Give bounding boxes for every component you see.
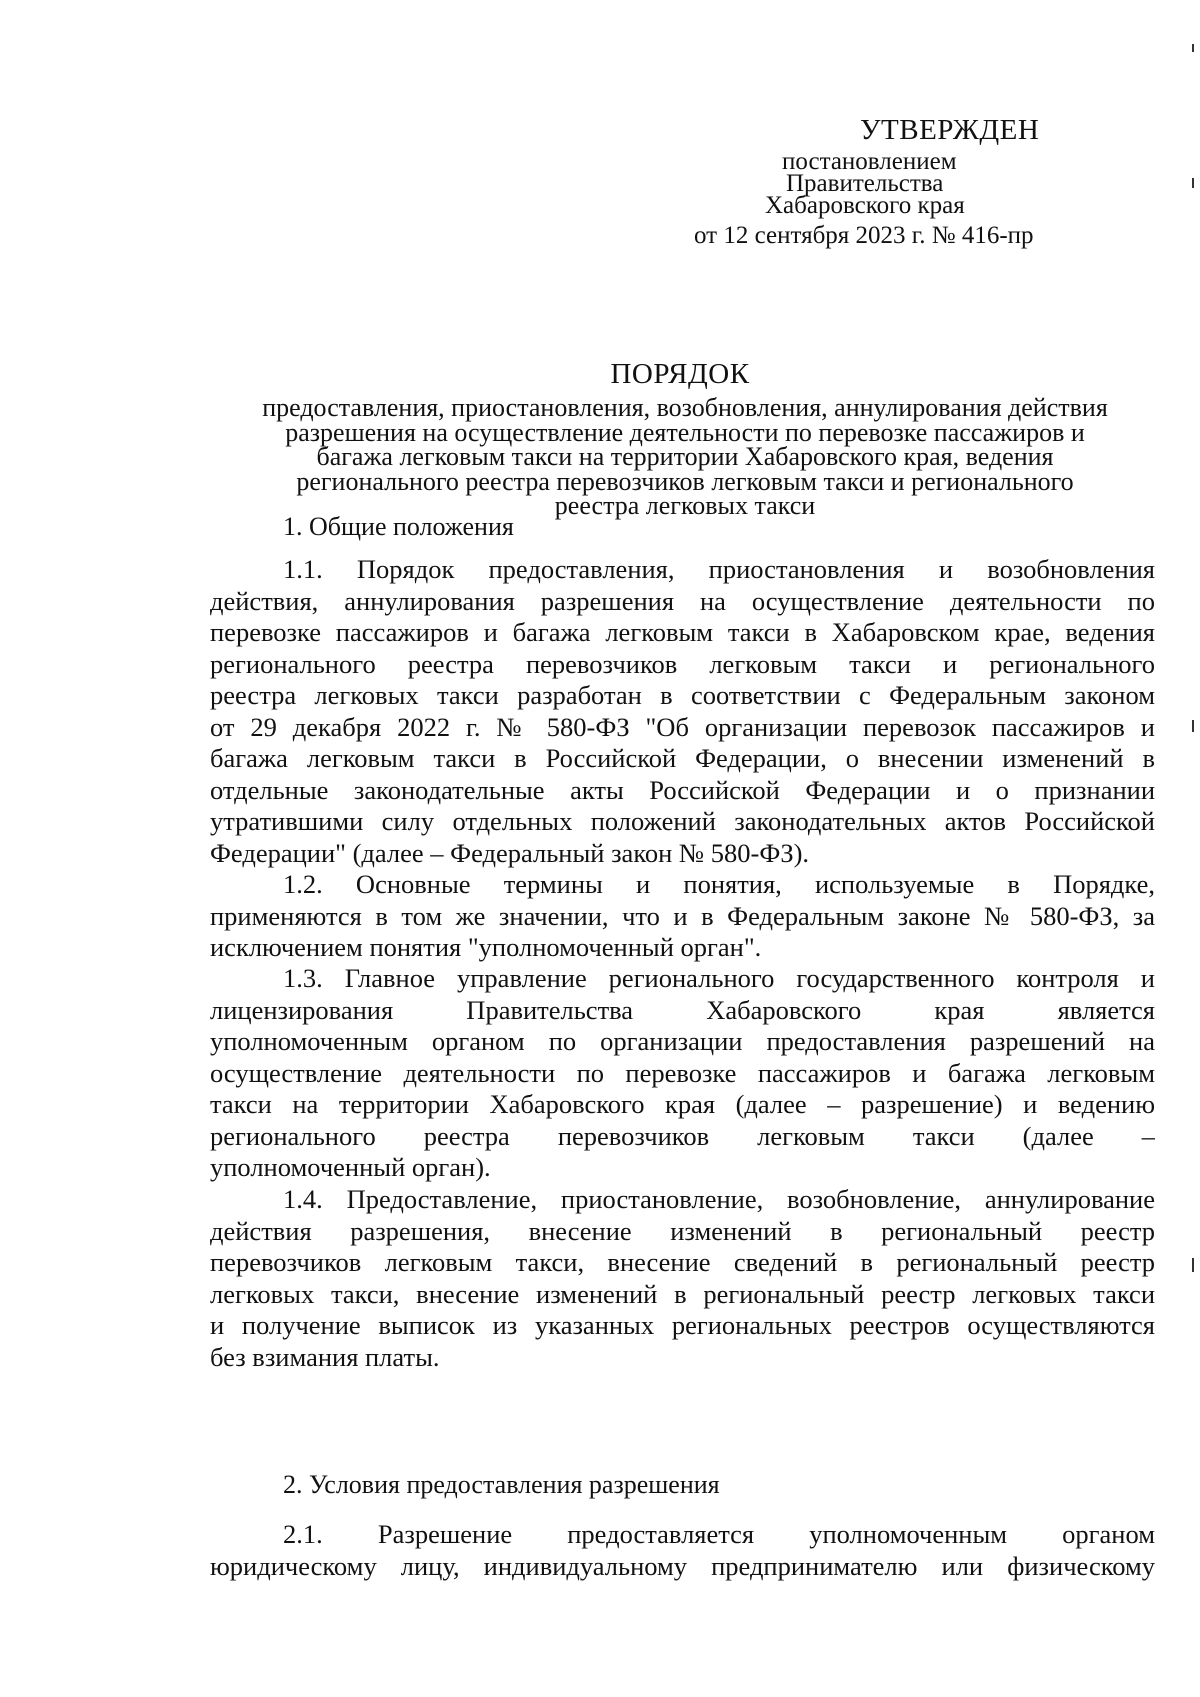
paragraph-line: действия разрешения, внесение изменений в региональный реестр xyxy=(210,1215,1155,1246)
paragraph-line: легковых такси, внесение изменений в региональный реестр легковых такси xyxy=(210,1278,1155,1309)
paragraph-line: такси на территории Хабаровского края (далее – разрешение) и ведению xyxy=(210,1089,1155,1119)
paragraph-line: применяются в том же значении, что и в Федеральным законе № 580-ФЗ, за xyxy=(210,900,1155,931)
paragraph-line: Федерации" (далее – Федеральный закон № 580-ФЗ). xyxy=(210,837,810,868)
paragraph-line: 1.4. Предоставление, приостановление, возобновление, аннулирование xyxy=(283,1184,1155,1214)
paragraph-line: 1.3. Главное управление регионального государственного контроля и xyxy=(283,963,1155,993)
paragraph-1-3 xyxy=(210,963,1155,1184)
paragraph-line: 1.2. Основные термины и понятия, используемые в Порядке, xyxy=(283,869,1155,899)
paragraph-line: 2.1. Разрешение предоставляется уполномоченным органом xyxy=(283,1519,1155,1549)
subtitle-line: предоставления, приостановления, возобновления, аннулирования действия xyxy=(262,393,1108,422)
approval-region: Хабаровского края xyxy=(765,192,965,219)
scan-artifact xyxy=(1192,1258,1194,1272)
scan-artifact xyxy=(1192,178,1194,188)
approval-resolution: постановлением xyxy=(782,148,957,175)
paragraph-line: лицензирования Правительства Хабаровского края является xyxy=(210,994,1155,1025)
subtitle-line: реестра легковых такси xyxy=(554,491,816,520)
document-subtitle xyxy=(210,393,1160,520)
paragraph-2-1 xyxy=(210,1519,1155,1582)
paragraph-line: отдельные законодательные акты Российской Федерации и о признании xyxy=(210,774,1155,805)
approval-title: УТВЕРЖДЕН xyxy=(860,114,1040,146)
paragraph-line: уполномоченным органом по организации предоставления разрешений на xyxy=(210,1026,1155,1056)
paragraph-1-2 xyxy=(210,869,1155,964)
paragraph-line: регионального реестра перевозчиков легковым такси (далее – xyxy=(210,1120,1155,1151)
paragraph-line: перевозке пассажиров и багажа легковым такси в Хабаровском крае, ведения xyxy=(210,617,1155,647)
paragraph-line: перевозчиков легковым такси, внесение сведений в региональный реестр xyxy=(210,1247,1155,1277)
paragraph-line: от 29 декабря 2022 г. № 580-ФЗ "Об организации перевозок пассажиров и xyxy=(210,711,1155,742)
document-title: ПОРЯДОК xyxy=(610,358,750,390)
paragraph-line: реестра легковых такси разработан в соответствии с Федеральным законом xyxy=(210,680,1155,710)
section-1-heading: 1. Общие положения xyxy=(283,512,514,541)
scan-artifact xyxy=(1192,44,1194,52)
paragraph-line: 1.1. Порядок предоставления, приостановления и возобновления xyxy=(283,554,1155,584)
paragraph-line: исключением понятия "уполномоченный орган". xyxy=(210,932,762,962)
subtitle-line: багажа легковым такси на территории Хабаровского края, ведения xyxy=(316,442,1054,471)
scan-artifact xyxy=(1192,720,1194,732)
paragraph-line: и получение выписок из указанных региональных реестров осуществляются xyxy=(210,1310,1155,1340)
subtitle-line: регионального реестра перевозчиков легковым такси и регионального xyxy=(296,466,1074,496)
paragraph-line: утратившими силу отдельных положений законодательных актов Российской xyxy=(210,806,1155,836)
paragraph-line: действия, аннулирования разрешения на осуществление деятельности по xyxy=(210,585,1155,616)
paragraph-1-1 xyxy=(210,554,1155,869)
paragraph-line: без взимания платы. xyxy=(210,1341,440,1372)
subtitle-line: разрешения на осуществление деятельности по перевозке пассажиров и xyxy=(285,417,1085,447)
paragraph-line: осуществление деятельности по перевозке пассажиров и багажа легковым xyxy=(210,1057,1155,1088)
paragraph-line: уполномоченный орган). xyxy=(210,1152,491,1182)
section-2-heading: 2. Условия предоставления разрешения xyxy=(283,1470,720,1499)
paragraph-1-4 xyxy=(210,1184,1155,1373)
approval-date-number: от 12 сентября 2023 г. № 416-пр xyxy=(694,222,1034,249)
paragraph-line: юридическому лицу, индивидуальному предпринимателю или физическому xyxy=(210,1550,1155,1581)
approval-government: Правительства xyxy=(786,170,944,197)
paragraph-line: багажа легковым такси в Российской Федерации, о внесении изменений в xyxy=(210,743,1155,773)
paragraph-line: регионального реестра перевозчиков легковым такси и регионального xyxy=(210,648,1155,679)
